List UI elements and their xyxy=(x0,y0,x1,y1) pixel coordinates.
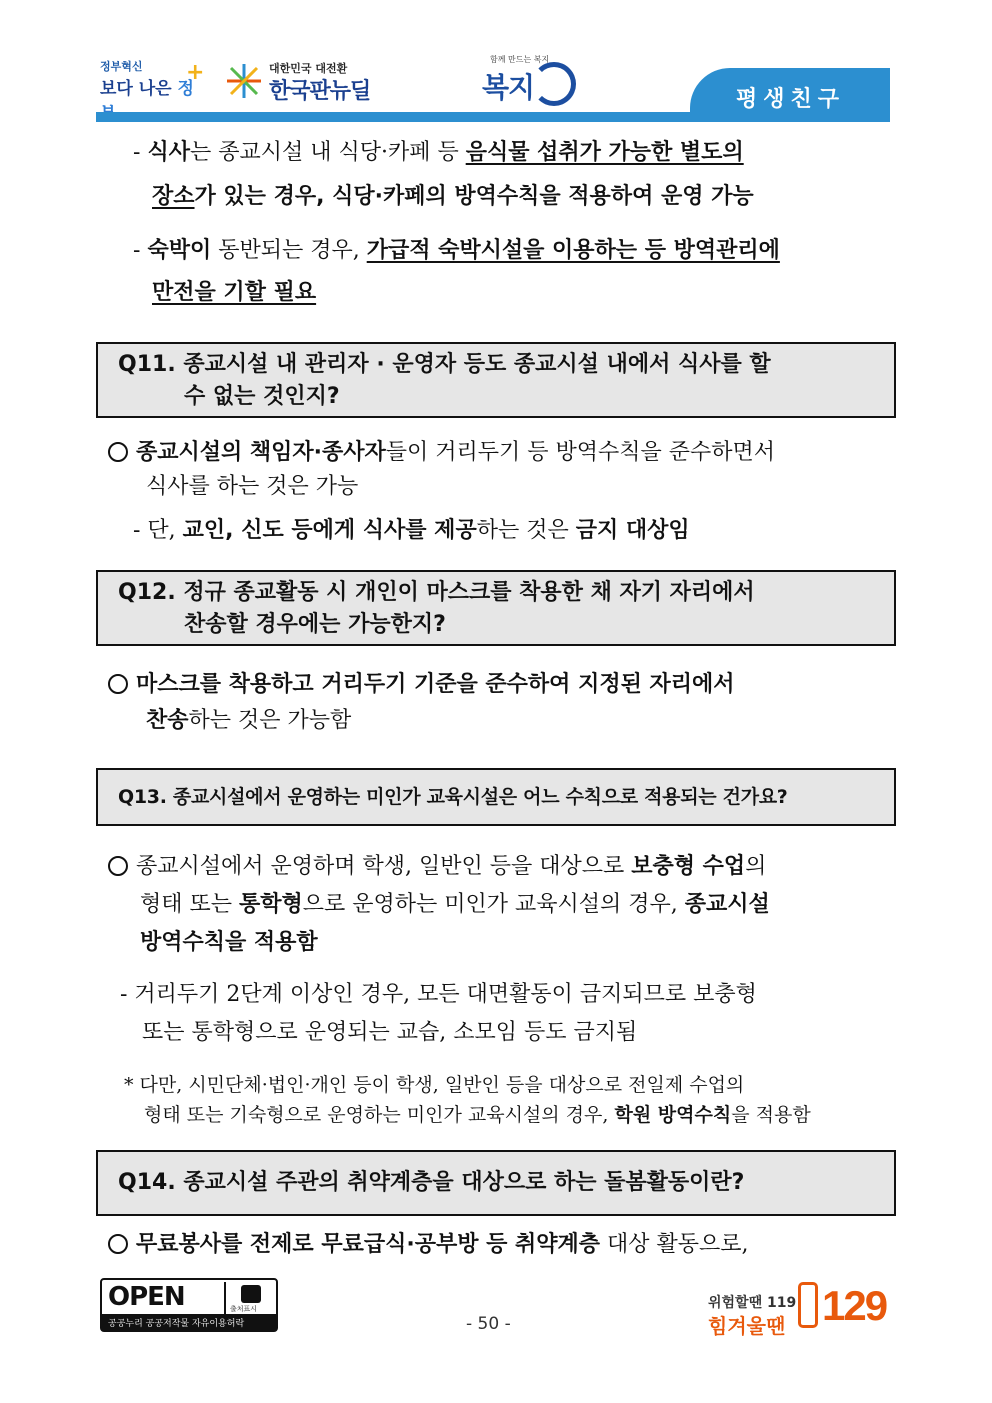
welfare-logo: 함께 만드는 복지 복지 xyxy=(480,54,580,114)
q11-box xyxy=(96,342,896,418)
meal-bullet-line1: - 식사는 종교시설 내 식당·카페 등 음식물 섭취가 가능한 별도의 xyxy=(133,140,744,165)
circle-bullet-icon xyxy=(108,442,128,462)
q12-title-line2: 찬송할 경우에는 가능한지? xyxy=(184,612,446,637)
q13-title: Q13. 종교시설에서 운영하는 미인가 교육시설은 어느 수칙으로 적용되는 건가요? xyxy=(118,786,788,808)
gov-innovation-logo: 정부혁신 보다 나은 정 + xyxy=(100,58,205,108)
logo1-text-a: 보다 나은 xyxy=(100,79,172,99)
section-tag: 평생친구 xyxy=(690,68,890,122)
q11-answer-note: - 단, 교인, 신도 등에게 식사를 제공하는 것은 금지 대상임 xyxy=(133,518,690,543)
q14-box xyxy=(96,1150,896,1216)
hotline-129-logo: 위험할땐 119 힘겨울땐 129 xyxy=(708,1282,887,1338)
q12-title-line1: Q12. 정규 종교활동 시 개인이 마스크를 착용한 채 자기 자리에서 xyxy=(118,580,755,605)
q13-footnote-line1: * 다만, 시민단체·법인·개인 등이 학생, 일반인 등을 대상으로 전일제 수업의 xyxy=(124,1074,745,1096)
page-number: - 50 - xyxy=(466,1314,511,1334)
lodging-bullet-line2: 만전을 기할 필요 xyxy=(152,280,317,305)
q13-note-line2: 또는 통학형으로 운영되는 교습, 소모임 등도 금지됨 xyxy=(142,1020,638,1045)
circle-bullet-icon xyxy=(108,674,128,694)
q13-answer-line2: 형태 또는 통학형으로 운영하는 미인가 교육시설의 경우, 종교시설 xyxy=(140,892,770,917)
header-divider xyxy=(96,112,890,122)
q11-title-line2: 수 없는 것인지? xyxy=(184,384,340,409)
q13-answer-line3: 방역수칙을 적용함 xyxy=(140,930,318,955)
logo1-text-b: 정 xyxy=(177,79,194,99)
korean-new-deal-logo: 대한민국 대전환 한국판뉴딜 xyxy=(225,60,375,110)
q13-box xyxy=(96,768,896,826)
q12-box xyxy=(96,570,896,646)
circle-bullet-icon xyxy=(108,1234,128,1254)
attribution-icon: 출처표시 xyxy=(224,1282,274,1314)
q13-footnote-line2: 형태 또는 기숙형으로 운영하는 미인가 교육시설의 경우, 학원 방역수칙을 적용함 xyxy=(144,1104,811,1126)
q13-answer-line1: 종교시설에서 운영하며 학생, 일반인 등을 대상으로 보충형 수업의 xyxy=(108,852,766,882)
plus-icon: + xyxy=(186,60,205,85)
lodging-bullet-line1: - 숙박이 동반되는 경우, 가급적 숙박시설을 이용하는 등 방역관리에 xyxy=(133,238,780,263)
phone-icon xyxy=(798,1282,818,1328)
q11-answer-line1: 종교시설의 책임자·종사자들이 거리두기 등 방역수칙을 준수하면서 xyxy=(108,438,775,468)
new-deal-star-icon xyxy=(225,62,263,100)
welfare-ring-icon xyxy=(532,62,576,106)
circle-bullet-icon xyxy=(108,856,128,876)
meal-bullet-line2: 장소가 있는 경우, 식당·카페의 방역수칙을 적용하여 운영 가능 xyxy=(152,184,754,209)
page-header xyxy=(0,0,992,128)
q14-title: Q14. 종교시설 주관의 취약계층을 대상으로 하는 돌봄활동이란? xyxy=(118,1170,745,1195)
q11-answer-line2: 식사를 하는 것은 가능 xyxy=(146,474,359,499)
q13-note-line1: - 거리두기 2단계 이상인 경우, 모든 대면활동이 금지되므로 보충형 xyxy=(120,982,757,1007)
q12-answer-line2: 찬송하는 것은 가능함 xyxy=(146,708,352,733)
q12-answer-line1: 마스크를 착용하고 거리두기 기준을 준수하여 지정된 자리에서 xyxy=(108,670,735,700)
q14-answer-line1: 무료봉사를 전제로 무료급식·공부방 등 취약계층 대상 활동으로, xyxy=(108,1230,749,1260)
kogl-open-license-logo: OPEN 출처표시 공공누리 공공저작물 자유이용허락 xyxy=(100,1278,278,1332)
q11-title-line1: Q11. 종교시설 내 관리자 · 운영자 등도 종교시설 내에서 식사를 할 xyxy=(118,352,771,377)
